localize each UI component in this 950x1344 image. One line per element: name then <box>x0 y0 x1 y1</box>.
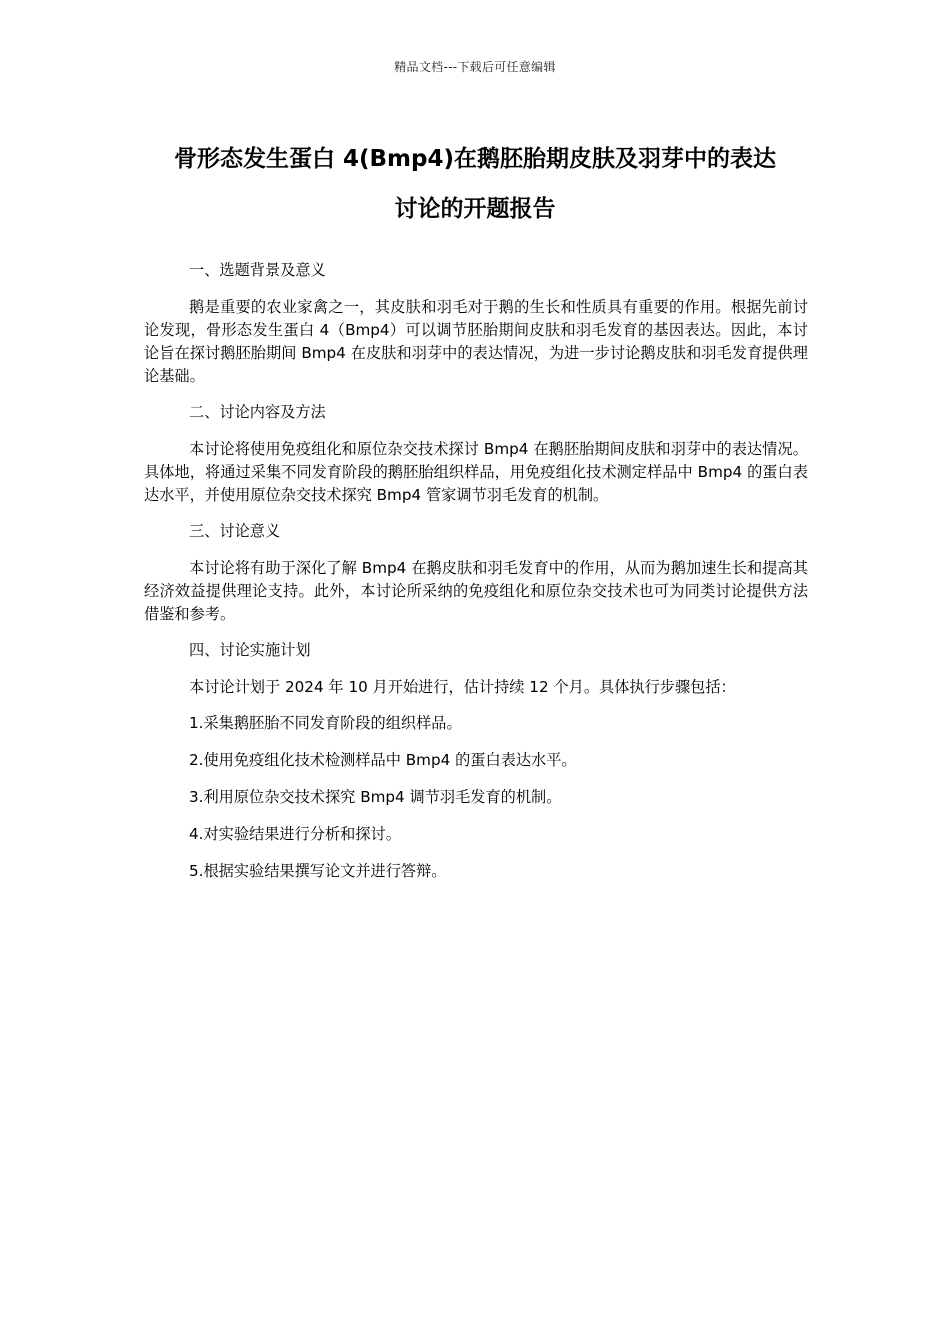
title-line-2: 讨论的开题报告 <box>394 196 556 222</box>
plan-step: 3.利用原位杂交技术探究 Bmp4 调节羽毛发育的机制。 <box>189 788 562 806</box>
document-title <box>100 134 850 234</box>
plan-step: 5.根据实验结果撰写论文并进行答辩。 <box>189 862 447 880</box>
section-body-plan: 本讨论计划于 2024 年 10 月开始进行，估计持续 12 个月。具体执行步骤包括： <box>189 678 736 696</box>
section-heading-background: 一、选题背景及意义 <box>189 261 326 279</box>
title-line-1: 骨形态发生蛋白 4(Bmp4)在鹅胚胎期皮肤及羽芽中的表达 <box>174 146 776 172</box>
section-heading-plan: 四、讨论实施计划 <box>189 641 311 659</box>
section-heading-significance: 三、讨论意义 <box>189 522 281 540</box>
plan-step: 1.采集鹅胚胎不同发育阶段的组织样品。 <box>189 714 462 732</box>
header-note: 精品文档---下载后可任意编辑 <box>394 60 556 74</box>
section-body-content-methods: 本讨论将使用免疫组化和原位杂交技术探讨 Bmp4 在鹅胚胎期间皮肤和羽芽中的表达情况。具体地，将通过采集不同发育阶段的鹅胚胎组织样品，用免疫组化技术测定样品中 Bmp4 的蛋白表达水平，并使用原位杂交技术探究 Bmp4 管家调节羽毛发育的机制。 <box>144 440 808 504</box>
section-heading-content-methods: 二、讨论内容及方法 <box>189 403 326 421</box>
section-body-significance: 本讨论将有助于深化了解 Bmp4 在鹅皮肤和羽毛发育中的作用，从而为鹅加速生长和提高其经济效益提供理论支持。此外，本讨论所采纳的免疫组化和原位杂交技术也可为同类讨论提供方法借鉴和参考。 <box>144 559 808 623</box>
section-body-background: 鹅是重要的农业家禽之一，其皮肤和羽毛对于鹅的生长和性质具有重要的作用。根据先前讨论发现，骨形态发生蛋白 4（Bmp4）可以调节胚胎期间皮肤和羽毛发育的基因表达。因此，本讨论旨在探讨鹅胚胎期间 Bmp4 在皮肤和羽芽中的表达情况，为进一步讨论鹅皮肤和羽毛发育提供理论基础。 <box>144 298 808 385</box>
plan-step: 4.对实验结果进行分析和探讨。 <box>189 825 401 843</box>
plan-step: 2.使用免疫组化技术检测样品中 Bmp4 的蛋白表达水平。 <box>189 751 577 769</box>
document-body <box>144 259 808 897</box>
